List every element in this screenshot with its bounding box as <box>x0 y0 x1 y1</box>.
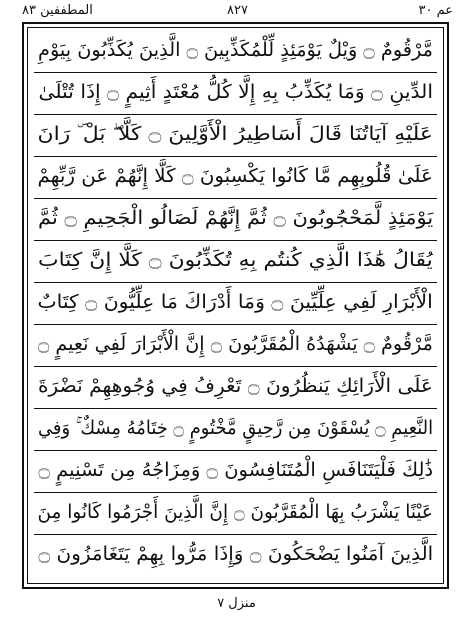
line-text: ذَٰلِكَ فَلْيَتَنَافَسِ الْمُتَنَافِسُونَ ۝ وَمِزَاجُهُ مِن تَسْنِيمٍ ۝ <box>38 458 433 481</box>
text-line <box>34 238 437 283</box>
line-text: عَلَيْهِ آيَاتُنَا قَالَ أَسَاطِيرُ الْأَوَّلِينَ ۝ كَلَّا ۖ بَلْ ۜ رَانَ <box>37 122 434 145</box>
text-area <box>27 27 444 584</box>
juz-name: عم ٣٠ <box>418 3 453 18</box>
text-line <box>34 28 437 73</box>
surah-name: المطففين ٨٣ <box>22 3 93 18</box>
line-text: مَّرْقُومٌ ۝ يَشْهَدُهُ الْمُقَرَّبُونَ ۝ إِنَّ الْأَبْرَارَ لَفِي نَعِيمٍ ۝ <box>38 332 433 355</box>
line-text: مَّرْقُومٌ ۝ وَيْلٌ يَوْمَئِذٍ لِّلْمُكَذِّبِينَ ۝ الَّذِينَ يُكَذِّبُونَ بِيَوْمِ <box>38 38 433 61</box>
text-line <box>34 322 437 367</box>
text-line <box>34 490 437 535</box>
line-text: الدِّينِ ۝ وَمَا يُكَذِّبُ بِهِ إِلَّا كُلُّ مُعْتَدٍ أَثِيمٍ ۝ إِذَا تُتْلَىٰ <box>38 80 433 103</box>
text-line <box>34 154 437 199</box>
line-text: الَّذِينَ آمَنُوا يَضْحَكُونَ ۝ وَإِذَا مَرُّوا بِهِمْ يَتَغَامَزُونَ ۝ <box>38 543 433 565</box>
text-line <box>34 448 437 493</box>
line-text: يُقَالُ هَٰذَا الَّذِي كُنتُم بِهِ تُكَذِّبُونَ ۝ كَلَّا إِنَّ كِتَابَ <box>38 248 433 271</box>
line-text: يَوْمَئِذٍ لَّمَحْجُوبُونَ ۝ ثُمَّ إِنَّهُمْ لَصَالُو الْجَحِيمِ ۝ ثُمَّ <box>37 206 434 229</box>
line-text: عَيْنًا يَشْرَبُ بِهَا الْمُقَرَّبُونَ ۝ إِنَّ الَّذِينَ أَجْرَمُوا كَانُوا مِنَ <box>37 500 434 523</box>
line-text: الْأَبْرَارِ لَفِي عِلِّيِّينَ ۝ وَمَا أَدْرَاكَ مَا عِلِّيُّونَ ۝ كِتَابٌ <box>37 290 434 313</box>
line-text: النَّعِيمِ ۝ يُسْقَوْنَ مِن رَّحِيقٍ مَّخْتُومٍ ۝ خِتَامُهُ مِسْكٌ ۚ وَفِي <box>37 416 434 439</box>
page-border <box>22 22 449 589</box>
text-line <box>34 196 437 241</box>
line-text: عَلَى الْأَرَائِكِ يَنظُرُونَ ۝ تَعْرِفُ فِي وُجُوهِهِمْ نَضْرَةَ <box>38 374 433 397</box>
text-line <box>34 112 437 157</box>
page-number: ٨٢٧ <box>227 3 248 18</box>
manzil-label: منزل ٧ <box>217 596 256 611</box>
line-text: عَلَىٰ قُلُوبِهِم مَّا كَانُوا يَكْسِبُونَ ۝ كَلَّا إِنَّهُمْ عَن رَّبِّهِمْ <box>37 164 434 187</box>
text-line <box>34 364 437 409</box>
text-line <box>34 406 437 451</box>
text-line <box>34 280 437 325</box>
text-line <box>34 70 437 115</box>
page-header <box>22 0 453 22</box>
text-line <box>34 532 437 577</box>
